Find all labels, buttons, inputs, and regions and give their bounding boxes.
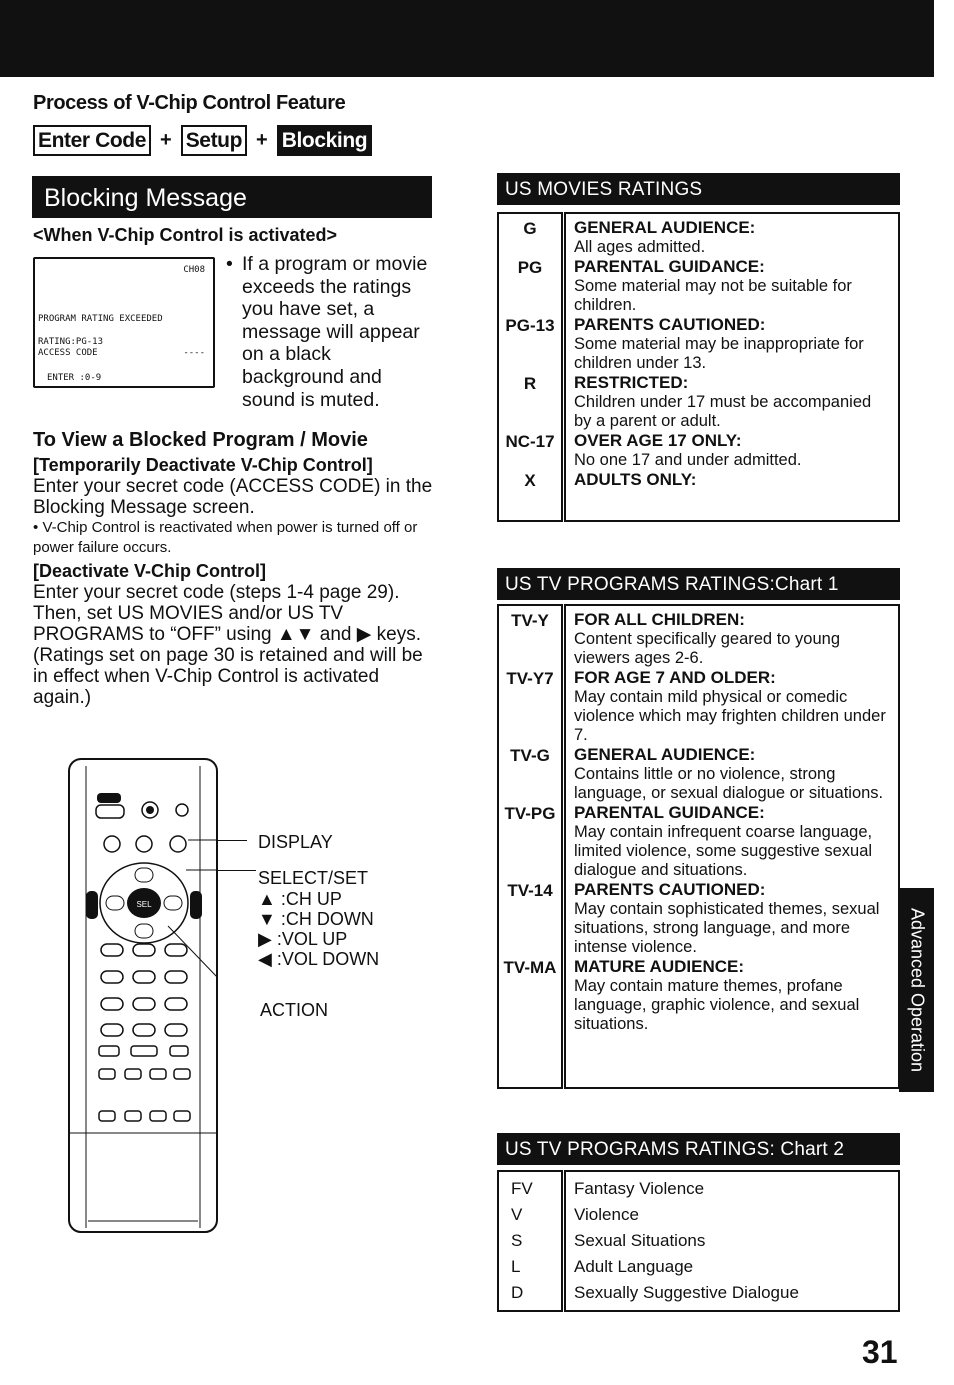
rating-code: TV-14 — [507, 881, 553, 900]
deactivate-heading: [Deactivate V-Chip Control] — [33, 561, 267, 581]
rating-item — [574, 745, 892, 803]
side-tab — [899, 888, 934, 1092]
rating-item — [574, 315, 892, 373]
callout-line — [218, 840, 247, 841]
callout-ch-down: ▼ :CH DOWN — [258, 909, 374, 929]
deactivate-text — [33, 582, 438, 708]
rating-item — [574, 668, 892, 745]
screen-line-rating: RATING:PG-13 — [38, 337, 104, 347]
screen-channel: CH08 — [183, 265, 205, 275]
rating-title: ADULTS ONLY: — [574, 470, 697, 489]
rating-item — [574, 431, 892, 470]
side-tab-label: Advanced Operation — [907, 907, 927, 1073]
step-blocking: Blocking — [277, 125, 372, 156]
tv-chart2-heading: US TV PROGRAMS RATINGS: Chart 2 — [497, 1133, 900, 1165]
note-text: V-Chip Control is reactivated when power is turned off or power failure occurs. — [33, 519, 418, 556]
rating-description: Contains little or no violence, strong language, or sexual dialogue or situations. — [574, 765, 884, 802]
rating-description: May contain sophisticated themes, sexual situations, strong language, and more intense violence. — [574, 900, 880, 956]
deactivate-text-1: Enter your secret code (steps 1-4 page 29). Then, set US MOVIES and/or US TV PROGRAMS to “OFF” using ▲▼ and ▶ — [33, 582, 400, 645]
step-enter-code: Enter Code — [33, 125, 151, 156]
rating-code: FV — [511, 1179, 533, 1198]
rating-code: PG-13 — [505, 316, 555, 335]
temp-deactivate-text: Enter your secret code (ACCESS CODE) in the Blocking Message screen. — [33, 476, 433, 518]
rating-title: PARENTAL GUIDANCE: — [574, 257, 765, 276]
rating-code: TV-MA — [503, 958, 557, 977]
screen-line-enter: ENTER :0-9 — [47, 373, 102, 383]
process-flow — [33, 124, 372, 156]
rating-title: PARENTAL GUIDANCE: — [574, 803, 765, 822]
rating-description: No one 17 and under admitted. — [574, 451, 802, 469]
tv-chart2-table — [497, 1170, 900, 1312]
rating-item — [574, 803, 892, 880]
rating-item — [574, 880, 892, 957]
rating-title: OVER AGE 17 ONLY: — [574, 431, 742, 450]
rating-item — [574, 218, 892, 257]
header-black-bar — [0, 0, 934, 77]
arrow-icon: + — [256, 128, 268, 151]
rating-code: V — [511, 1205, 523, 1224]
rating-item — [574, 1280, 892, 1306]
rating-title: MATURE AUDIENCE: — [574, 957, 744, 976]
rating-title: GENERAL AUDIENCE: — [574, 745, 756, 764]
process-title: Process of V-Chip Control Feature — [33, 92, 346, 114]
rating-code: NC-17 — [505, 432, 555, 451]
rating-item — [574, 373, 892, 431]
rating-description: May contain mild physical or comedic violence which may frighten children under 7. — [574, 688, 886, 744]
when-activated-subheading: <When V-Chip Control is activated> — [33, 225, 338, 245]
us-movies-table — [497, 212, 900, 522]
rating-description: May contain infrequent coarse language, limited violence, some suggestive sexual dialogue and situations. — [574, 823, 873, 879]
screen-line-access: ACCESS CODE — [38, 348, 98, 358]
rating-description: Children under 17 must be accompanied by a parent or adult. — [574, 393, 872, 430]
rating-code: TV-G — [510, 746, 550, 765]
blocking-text: If a program or movie exceeds the ratings you have set, a message will appear on a black background and sound is muted. — [242, 253, 428, 411]
temp-deactivate-heading: [Temporarily Deactivate V-Chip Control] — [33, 455, 373, 475]
rating-code: TV-PG — [504, 804, 556, 823]
rating-description: Fantasy Violence — [574, 1179, 705, 1198]
callout-line — [218, 870, 256, 871]
step-setup: Setup — [181, 125, 247, 156]
rating-item — [574, 957, 892, 1034]
rating-code: R — [523, 374, 537, 393]
rating-description: Sexual Situations — [574, 1231, 706, 1250]
rating-item — [574, 1176, 892, 1202]
rating-code: G — [523, 219, 537, 238]
rating-title: PARENTS CAUTIONED: — [574, 880, 766, 899]
rating-description: Sexually Suggestive Dialogue — [574, 1283, 799, 1302]
rating-description: Some material may be inappropriate for children under 13. — [574, 335, 864, 372]
blocking-screen-illustration — [33, 257, 215, 388]
rating-item — [574, 610, 892, 668]
reactivate-note — [33, 518, 438, 558]
rating-code: S — [511, 1231, 523, 1250]
rating-description: Content specifically geared to young viewers ages 2-6. — [574, 630, 840, 667]
rating-title: FOR ALL CHILDREN: — [574, 610, 745, 629]
rating-title: RESTRICTED: — [574, 373, 689, 392]
remote-control-illustration — [68, 758, 218, 1233]
tv-chart1-table — [497, 604, 900, 1089]
rating-code: TV-Y7 — [506, 669, 554, 688]
rating-title: GENERAL AUDIENCE: — [574, 218, 756, 237]
rating-code: PG — [517, 258, 543, 277]
rating-description: Adult Language — [574, 1257, 694, 1276]
blocking-description — [226, 253, 431, 411]
callout-vol-down: ◀ :VOL DOWN — [258, 949, 380, 969]
callout-display: DISPLAY — [258, 832, 333, 852]
rating-description: All ages admitted. — [574, 238, 706, 256]
rating-code: L — [511, 1257, 521, 1276]
callout-vol-up: ▶ :VOL UP — [258, 929, 348, 949]
callout-select-set: SELECT/SET — [258, 868, 369, 888]
rating-description: Violence — [574, 1205, 639, 1224]
screen-line-exceeded: PROGRAM RATING EXCEEDED — [38, 314, 163, 324]
rating-item — [574, 1254, 892, 1280]
page-number: 31 — [862, 1334, 898, 1370]
rating-description: May contain mature themes, profane language, graphic violence, and sexual situations. — [574, 977, 860, 1033]
bullet: • — [226, 253, 233, 275]
arrow-icon: + — [160, 128, 172, 151]
tv-chart1-heading: US TV PROGRAMS RATINGS:Chart 1 — [497, 568, 900, 600]
rating-title: FOR AGE 7 AND OLDER: — [574, 668, 776, 687]
svg-text:SEL: SEL — [136, 900, 152, 909]
note-bullet: • — [33, 519, 39, 536]
rating-item — [574, 470, 892, 490]
deactivate-text-2: keys. (Ratings set on page 30 is retained and will be in effect when V-Chip Control is activated again.) — [33, 624, 423, 708]
callout-ch-up: ▲ :CH UP — [258, 889, 342, 909]
blocking-message-heading: Blocking Message — [32, 176, 432, 218]
screen-dashes: ---- — [183, 348, 205, 358]
to-view-heading: To View a Blocked Program / Movie — [33, 429, 368, 451]
rating-item — [574, 257, 892, 315]
rating-item — [574, 1202, 892, 1228]
us-movies-heading: US MOVIES RATINGS — [497, 173, 900, 205]
rating-description: Some material may not be suitable for children. — [574, 277, 852, 314]
rating-code: D — [511, 1283, 524, 1302]
rating-code: TV-Y — [511, 611, 549, 630]
callout-action: ACTION — [260, 1000, 329, 1020]
rating-code: X — [524, 471, 536, 490]
rating-title: PARENTS CAUTIONED: — [574, 315, 766, 334]
rating-item — [574, 1228, 892, 1254]
to-view-section — [33, 455, 438, 708]
